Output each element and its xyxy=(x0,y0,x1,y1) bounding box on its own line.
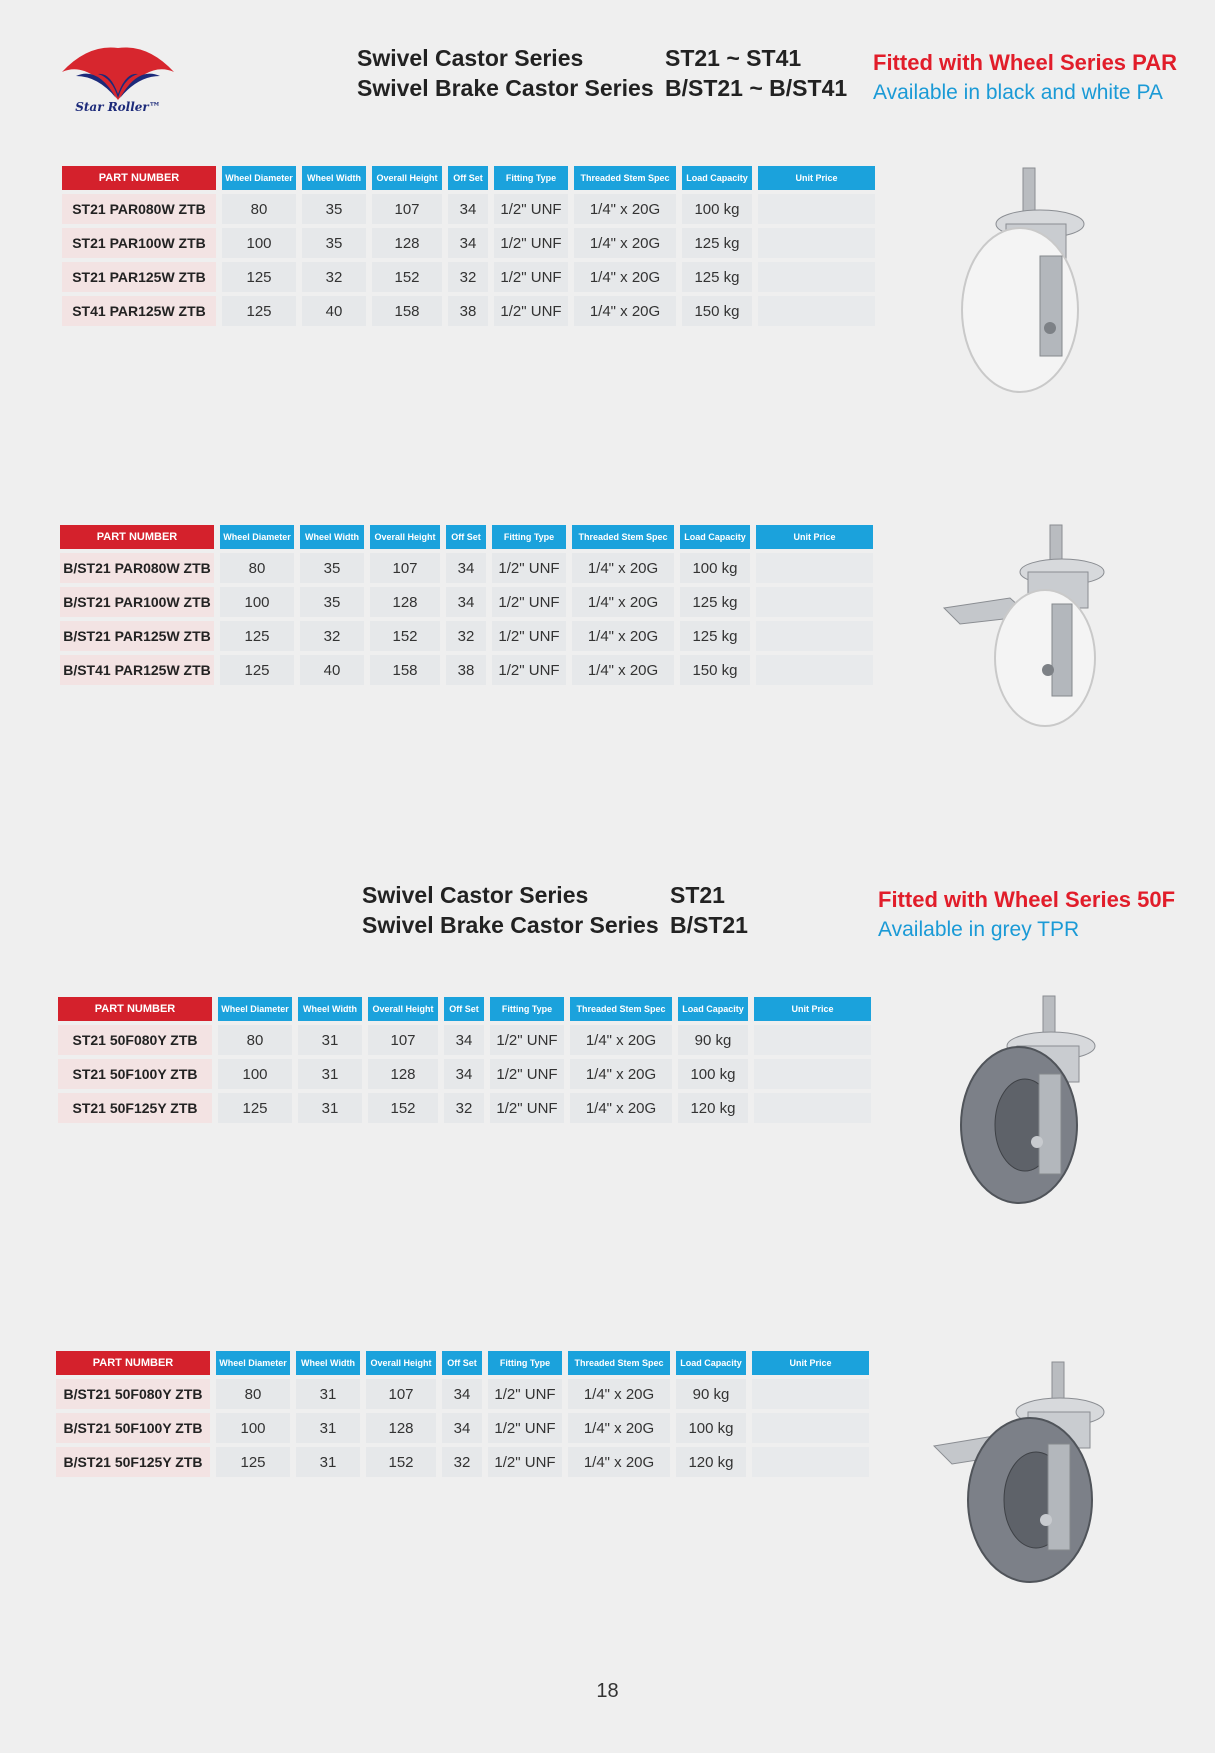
unit-price-cell xyxy=(756,553,873,583)
column-header: PART NUMBER xyxy=(60,525,214,549)
table-cell: 1/4" x 20G xyxy=(568,1379,670,1409)
part-number-cell: ST41 PAR125W ZTB xyxy=(62,296,216,326)
table-cell: 1/2" UNF xyxy=(494,194,568,224)
table-cell: 1/4" x 20G xyxy=(568,1413,670,1443)
column-header: Overall Height xyxy=(370,525,440,549)
unit-price-cell xyxy=(756,587,873,617)
table-cell: 120 kg xyxy=(678,1093,748,1123)
unit-price-cell xyxy=(758,194,875,224)
column-header: Unit Price xyxy=(758,166,875,190)
part-number-cell: ST21 50F080Y ZTB xyxy=(58,1025,212,1055)
table-cell: 34 xyxy=(448,194,488,224)
table-cell: 35 xyxy=(302,194,366,224)
table-row xyxy=(60,587,873,617)
table-cell: 31 xyxy=(298,1025,362,1055)
unit-price-cell xyxy=(758,296,875,326)
table-cell: 152 xyxy=(372,262,442,292)
table-cell: 125 xyxy=(222,262,296,292)
table-row xyxy=(60,655,873,685)
table-cell: 125 xyxy=(222,296,296,326)
table-cell: 150 kg xyxy=(680,655,750,685)
part-number-cell: B/ST21 PAR100W ZTB xyxy=(60,587,214,617)
column-header: Load Capacity xyxy=(682,166,752,190)
table-cell: 1/2" UNF xyxy=(492,553,566,583)
table-row xyxy=(60,621,873,651)
table-cell: 1/2" UNF xyxy=(492,621,566,651)
column-header: Unit Price xyxy=(752,1351,869,1375)
table-cell: 34 xyxy=(446,553,486,583)
column-header: Overall Height xyxy=(366,1351,436,1375)
table-cell: 40 xyxy=(300,655,364,685)
column-header: Unit Price xyxy=(754,997,871,1021)
spec-table xyxy=(56,162,881,330)
unit-price-cell xyxy=(752,1413,869,1443)
table-cell: 152 xyxy=(368,1093,438,1123)
unit-price-cell xyxy=(758,262,875,292)
column-header: Wheel Width xyxy=(302,166,366,190)
table-cell: 107 xyxy=(368,1025,438,1055)
series-title-1: Swivel Castor Series xyxy=(357,45,584,71)
table-cell: 1/4" x 20G xyxy=(568,1447,670,1477)
table-cell: 125 kg xyxy=(682,262,752,292)
table-cell: 80 xyxy=(216,1379,290,1409)
table-cell: 35 xyxy=(300,553,364,583)
unit-price-cell xyxy=(756,621,873,651)
column-header: PART NUMBER xyxy=(56,1351,210,1375)
table-cell: 125 xyxy=(220,621,294,651)
column-header: Overall Height xyxy=(372,166,442,190)
column-header: Fitting Type xyxy=(490,997,564,1021)
table-header-row xyxy=(56,1351,869,1375)
series-code-1: ST21 ~ ST41 xyxy=(665,45,802,71)
part-number-cell: B/ST21 50F100Y ZTB xyxy=(56,1413,210,1443)
swivel-brake-castor-white-icon xyxy=(940,520,1120,730)
table-header-row xyxy=(58,997,871,1021)
table-cell: 1/4" x 20G xyxy=(572,621,674,651)
table-cell: 80 xyxy=(222,194,296,224)
table-cell: 1/2" UNF xyxy=(494,228,568,258)
table-cell: 100 xyxy=(222,228,296,258)
column-header: Load Capacity xyxy=(678,997,748,1021)
column-header: Wheel Diameter xyxy=(220,525,294,549)
part-number-cell: ST21 50F125Y ZTB xyxy=(58,1093,212,1123)
table-cell: 32 xyxy=(300,621,364,651)
unit-price-cell xyxy=(754,1093,871,1123)
column-header: Load Capacity xyxy=(680,525,750,549)
table-cell: 31 xyxy=(296,1379,360,1409)
table-cell: 128 xyxy=(368,1059,438,1089)
table-cell: 32 xyxy=(302,262,366,292)
table-cell: 1/4" x 20G xyxy=(572,587,674,617)
column-header: Threaded Stem Spec xyxy=(568,1351,670,1375)
spec-table xyxy=(52,993,877,1127)
column-header: Off Set xyxy=(448,166,488,190)
column-header: Wheel Width xyxy=(300,525,364,549)
part-number-cell: ST21 PAR125W ZTB xyxy=(62,262,216,292)
table-cell: 35 xyxy=(300,587,364,617)
table-row xyxy=(56,1447,869,1477)
table-row xyxy=(62,296,875,326)
series-code-1: ST21 xyxy=(670,882,725,908)
table-row xyxy=(62,228,875,258)
table-cell: 34 xyxy=(444,1059,484,1089)
unit-price-cell xyxy=(758,228,875,258)
table-cell: 40 xyxy=(302,296,366,326)
table-cell: 152 xyxy=(370,621,440,651)
unit-price-cell xyxy=(754,1025,871,1055)
table-header-row xyxy=(60,525,873,549)
column-header: Off Set xyxy=(446,525,486,549)
table-row xyxy=(56,1413,869,1443)
column-header: Fitting Type xyxy=(494,166,568,190)
table-row xyxy=(62,262,875,292)
brand-logo xyxy=(58,42,178,126)
column-header: PART NUMBER xyxy=(62,166,216,190)
table-cell: 34 xyxy=(448,228,488,258)
table-cell: 158 xyxy=(372,296,442,326)
table-cell: 107 xyxy=(372,194,442,224)
table-cell: 1/4" x 20G xyxy=(574,296,676,326)
table-cell: 1/2" UNF xyxy=(488,1379,562,1409)
table-cell: 125 xyxy=(216,1447,290,1477)
column-header: Wheel Diameter xyxy=(218,997,292,1021)
table-cell: 31 xyxy=(298,1093,362,1123)
table-cell: 125 kg xyxy=(680,587,750,617)
table-cell: 100 xyxy=(218,1059,292,1089)
fitted-wheel-series: Fitted with Wheel Series PAR xyxy=(873,50,1177,75)
table-row xyxy=(58,1059,871,1089)
part-number-cell: ST21 PAR080W ZTB xyxy=(62,194,216,224)
swivel-castor-grey-icon xyxy=(955,990,1115,1210)
table-cell: 158 xyxy=(370,655,440,685)
table-cell: 35 xyxy=(302,228,366,258)
series-title-2: Swivel Brake Castor Series xyxy=(357,75,654,101)
table-cell: 38 xyxy=(446,655,486,685)
table-cell: 125 xyxy=(218,1093,292,1123)
table-cell: 1/2" UNF xyxy=(488,1447,562,1477)
table-cell: 100 kg xyxy=(676,1413,746,1443)
fitted-wheel-series: Fitted with Wheel Series 50F xyxy=(878,887,1176,912)
series-title-2: Swivel Brake Castor Series xyxy=(362,912,659,938)
table-cell: 100 kg xyxy=(680,553,750,583)
unit-price-cell xyxy=(752,1379,869,1409)
table-cell: 125 xyxy=(220,655,294,685)
column-header: Overall Height xyxy=(368,997,438,1021)
table-cell: 32 xyxy=(444,1093,484,1123)
column-header: Wheel Width xyxy=(298,997,362,1021)
part-number-cell: B/ST21 PAR080W ZTB xyxy=(60,553,214,583)
table-cell: 100 kg xyxy=(678,1059,748,1089)
table-cell: 90 kg xyxy=(678,1025,748,1055)
unit-price-cell xyxy=(754,1059,871,1089)
table-cell: 31 xyxy=(296,1447,360,1477)
table-cell: 1/4" x 20G xyxy=(574,228,676,258)
table-cell: 32 xyxy=(448,262,488,292)
table-cell: 1/4" x 20G xyxy=(574,262,676,292)
swivel-brake-castor-grey-icon xyxy=(930,1360,1120,1590)
part-number-cell: B/ST21 PAR125W ZTB xyxy=(60,621,214,651)
table-cell: 120 kg xyxy=(676,1447,746,1477)
table-cell: 1/4" x 20G xyxy=(570,1093,672,1123)
part-number-cell: B/ST21 50F080Y ZTB xyxy=(56,1379,210,1409)
column-header: Unit Price xyxy=(756,525,873,549)
table-cell: 128 xyxy=(366,1413,436,1443)
table-cell: 38 xyxy=(448,296,488,326)
column-header: Wheel Width xyxy=(296,1351,360,1375)
table-cell: 1/2" UNF xyxy=(490,1059,564,1089)
table-cell: 32 xyxy=(446,621,486,651)
column-header: PART NUMBER xyxy=(58,997,212,1021)
table-cell: 1/2" UNF xyxy=(492,655,566,685)
table-cell: 1/4" x 20G xyxy=(574,194,676,224)
brand-name: Star Roller™ xyxy=(75,100,161,114)
table-cell: 152 xyxy=(366,1447,436,1477)
table-cell: 1/2" UNF xyxy=(490,1093,564,1123)
column-header: Fitting Type xyxy=(488,1351,562,1375)
table-row xyxy=(56,1379,869,1409)
unit-price-cell xyxy=(756,655,873,685)
table-cell: 34 xyxy=(442,1413,482,1443)
column-header: Fitting Type xyxy=(492,525,566,549)
table-cell: 100 kg xyxy=(682,194,752,224)
column-header: Wheel Diameter xyxy=(222,166,296,190)
table-cell: 1/2" UNF xyxy=(492,587,566,617)
unit-price-cell xyxy=(752,1447,869,1477)
column-header: Threaded Stem Spec xyxy=(570,997,672,1021)
part-number-cell: B/ST21 50F125Y ZTB xyxy=(56,1447,210,1477)
series-title-1: Swivel Castor Series xyxy=(362,882,589,908)
table-row xyxy=(58,1025,871,1055)
part-number-cell: B/ST41 PAR125W ZTB xyxy=(60,655,214,685)
table-cell: 1/4" x 20G xyxy=(570,1059,672,1089)
table-row xyxy=(58,1093,871,1123)
table-cell: 90 kg xyxy=(676,1379,746,1409)
table-cell: 34 xyxy=(446,587,486,617)
table-cell: 31 xyxy=(298,1059,362,1089)
table-cell: 1/4" x 20G xyxy=(572,655,674,685)
swivel-castor-white-icon xyxy=(950,160,1110,400)
column-header: Threaded Stem Spec xyxy=(572,525,674,549)
part-number-cell: ST21 50F100Y ZTB xyxy=(58,1059,212,1089)
column-header: Off Set xyxy=(444,997,484,1021)
table-header-row xyxy=(62,166,875,190)
table-cell: 80 xyxy=(218,1025,292,1055)
available-material: Available in black and white PA xyxy=(873,81,1163,104)
table-cell: 1/2" UNF xyxy=(494,262,568,292)
table-cell: 32 xyxy=(442,1447,482,1477)
column-header: Load Capacity xyxy=(676,1351,746,1375)
series-code-2: B/ST21 xyxy=(670,912,748,938)
table-cell: 1/2" UNF xyxy=(494,296,568,326)
series-code-2: B/ST21 ~ B/ST41 xyxy=(665,75,848,101)
column-header: Threaded Stem Spec xyxy=(574,166,676,190)
part-number-cell: ST21 PAR100W ZTB xyxy=(62,228,216,258)
table-cell: 80 xyxy=(220,553,294,583)
table-cell: 128 xyxy=(372,228,442,258)
table-cell: 1/4" x 20G xyxy=(572,553,674,583)
table-cell: 1/2" UNF xyxy=(488,1413,562,1443)
spec-table xyxy=(54,521,879,689)
table-row xyxy=(60,553,873,583)
spec-table xyxy=(50,1347,875,1481)
table-cell: 100 xyxy=(216,1413,290,1443)
table-cell: 125 kg xyxy=(680,621,750,651)
table-cell: 1/4" x 20G xyxy=(570,1025,672,1055)
table-cell: 128 xyxy=(370,587,440,617)
available-material: Available in grey TPR xyxy=(878,918,1080,941)
column-header: Off Set xyxy=(442,1351,482,1375)
page-number: 18 xyxy=(596,1680,619,1702)
table-cell: 125 kg xyxy=(682,228,752,258)
table-row xyxy=(62,194,875,224)
table-cell: 107 xyxy=(366,1379,436,1409)
column-header: Wheel Diameter xyxy=(216,1351,290,1375)
table-cell: 100 xyxy=(220,587,294,617)
table-cell: 34 xyxy=(444,1025,484,1055)
star-roller-logo-icon xyxy=(58,42,178,102)
table-cell: 150 kg xyxy=(682,296,752,326)
table-cell: 107 xyxy=(370,553,440,583)
table-cell: 31 xyxy=(296,1413,360,1443)
table-cell: 1/2" UNF xyxy=(490,1025,564,1055)
table-cell: 34 xyxy=(442,1379,482,1409)
